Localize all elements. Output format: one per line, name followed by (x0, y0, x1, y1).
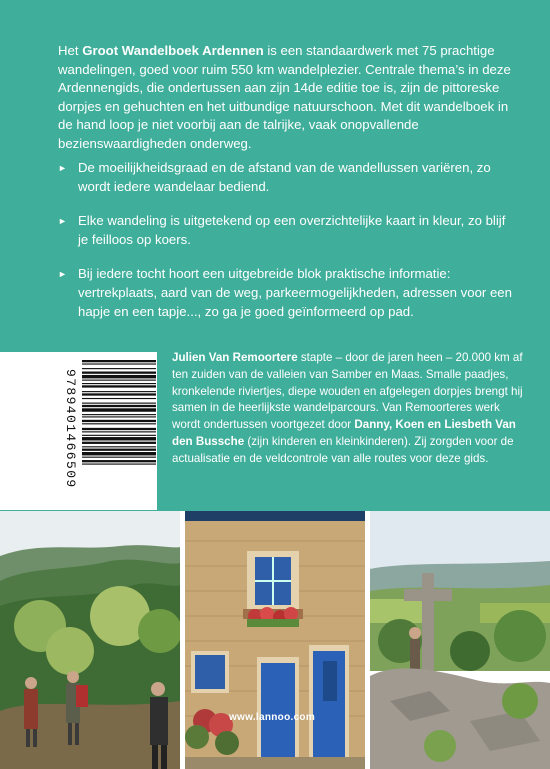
feature-text: Bij iedere tocht hoort een uitgebreide blok praktische informatie: vertrekplaats, aard van de weg, parkeermogelijkheden, adressen voor een hapje en een tapje..., zo ga je goed geïnformeerd op pad. (78, 266, 512, 319)
bullet-arrow-icon: ► (58, 163, 67, 173)
barcode-icon (82, 360, 156, 498)
hikers-photo (0, 511, 180, 769)
book-title: Groot Wandelboek Ardennen (82, 43, 264, 58)
cross-landscape-photo (370, 511, 550, 769)
feature-item (58, 159, 518, 196)
author-name: Julien Van Remoortere (172, 351, 298, 364)
intro-lead: Het (58, 43, 83, 58)
feature-text: De moeilijkheidsgraad en de afstand van de wandellussen variëren, zo wordt iedere wandelaar bediend. (78, 160, 491, 194)
intro-paragraph (58, 42, 513, 154)
isbn-number: 9789401466509 (63, 369, 78, 489)
photo-strip (0, 511, 550, 769)
stone-house-photo (185, 511, 365, 769)
bullet-arrow-icon: ► (58, 216, 67, 227)
feature-list (58, 159, 518, 337)
publisher-website[interactable]: www.lannoo.com (228, 712, 316, 723)
feature-item (58, 265, 518, 321)
bullet-arrow-icon: ► (58, 269, 67, 280)
author-bio (172, 350, 524, 468)
intro-text: is een standaardwerk met 75 prachtige wandelingen, goed voor ruim 550 km wandelplezier. Centrale thema’s in deze Ardennengids, die ondertussen aan zijn 14de editie toe is, zijn de pittoreske dorpjes en gehuchten en het uitbundige natuurschoon. Met dit wandelboek in de hand loop je niet voorbij aan de talrijke, vaak onopvallende bezienswaardigheden onderweg. (58, 43, 511, 151)
feature-text: Elke wandeling is uitgetekend op een overzichtelijke kaart in kleur, zo blijf je feilloos op koers. (78, 213, 506, 247)
author-text-end: (zijn kinderen en kleinkinderen). Zij zorgden voor de actualisatie en de veldcontrole van alle routes voor deze gids. (172, 434, 514, 465)
author-text: stapte – door de jaren heen – 20.000 km af ten zuiden van de valleien van Samber en Maas. Smalle paadjes, kronkelende riviertjes, diepe wouden en afgelegen dorpjes brengt hij samen in de heerlijkste wandelparcours. Van Remoorteres werk wordt ondertussen voortgezet door (172, 351, 523, 432)
coauthor-names: Danny, Koen en Liesbeth Van den Bussche (172, 418, 516, 448)
feature-item (58, 212, 518, 249)
